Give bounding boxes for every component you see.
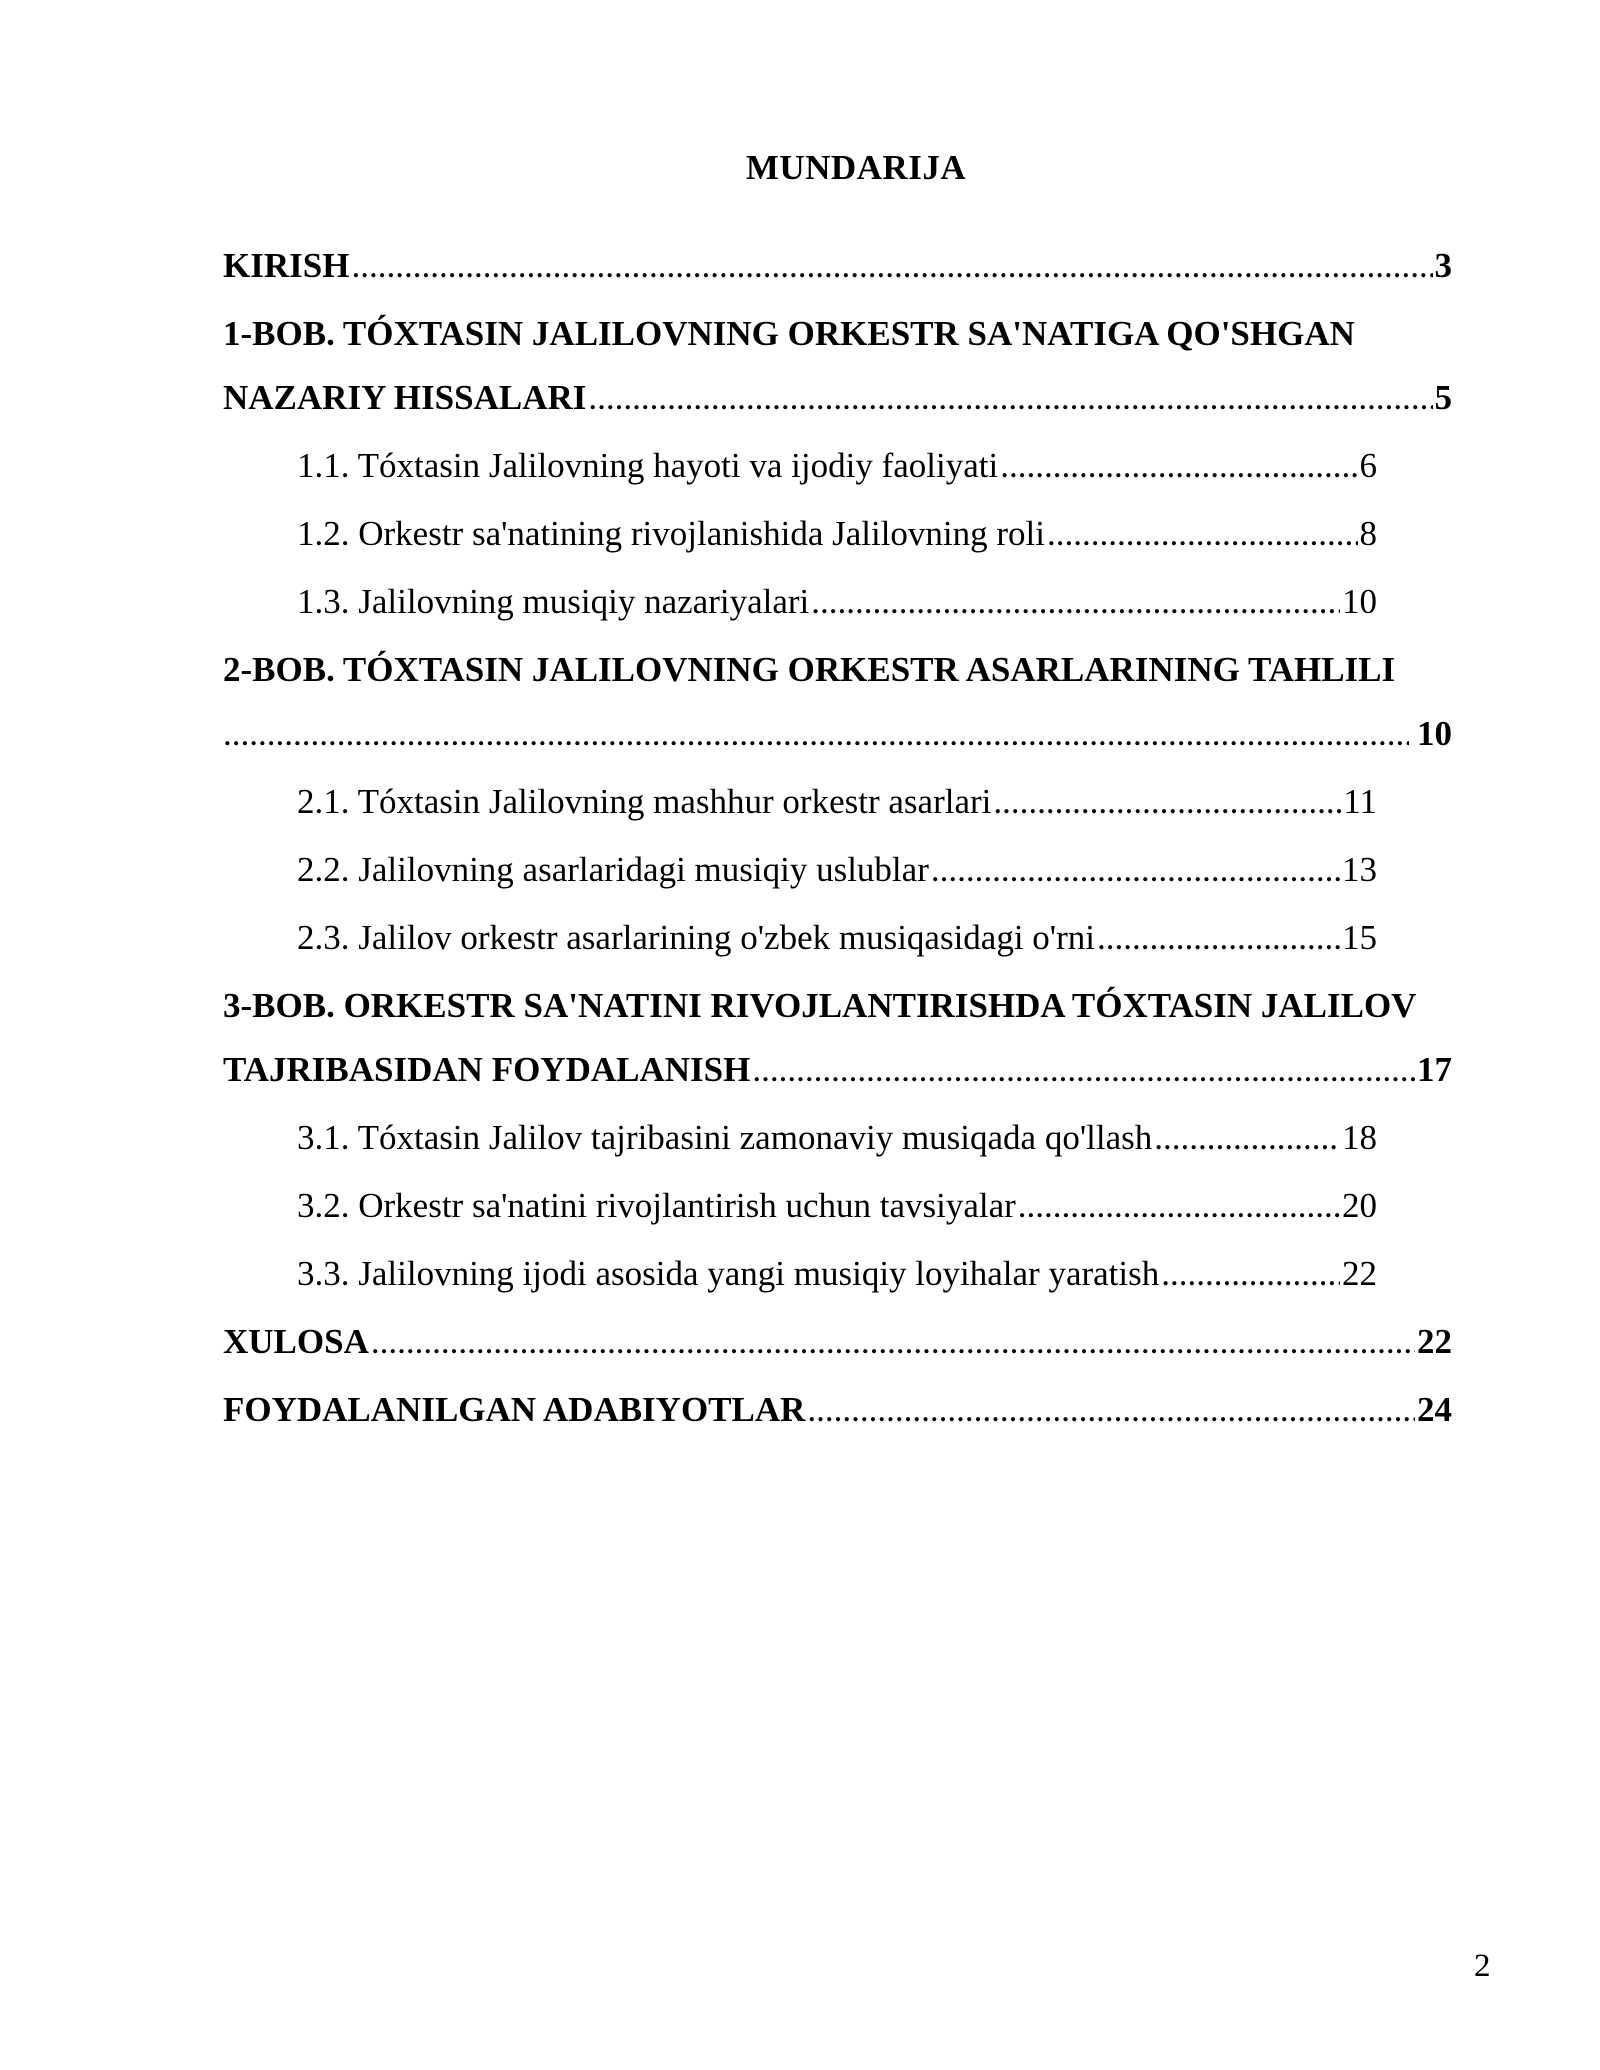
toc-entry-3-2[interactable] [297,1188,1377,1223]
toc-entry-label: FOYDALANILGAN ADABIYOTLAR [223,1390,806,1429]
dot-leader [1161,1256,1340,1291]
toc-entry-page: 10 [1417,714,1452,753]
toc-entry-chapter1[interactable] [223,380,1452,415]
toc-entry-page: 17 [1417,1050,1452,1089]
dot-leader [1018,1188,1340,1223]
toc-entry-page: 18 [1342,1118,1377,1157]
toc-entry-label: XULOSA [223,1322,369,1361]
dot-leader [1154,1120,1340,1155]
toc-entry-chapter1-line1[interactable]: 1-BOB. TÓXTASIN JALILOVNING ORKESTR SA'NATIGA QO'SHGAN [223,314,1355,353]
page-number: 2 [1474,1948,1491,1984]
toc-entry-label: 1.1. Tóxtasin Jalilovning hayoti va ijodiy faoliyati [297,446,999,485]
toc-entry-page: 13 [1342,850,1377,889]
toc-entry-label: NAZARIY HISSALARI [223,378,587,417]
toc-entry-3-1[interactable] [297,1120,1377,1155]
toc-entry-page: 15 [1342,918,1377,957]
dot-leader [588,380,1432,415]
toc-entry-2-1[interactable] [297,784,1377,819]
toc-entry-page: 11 [1343,782,1377,821]
toc-entry-label: 3.2. Orkestr sa'natini rivojlantirish uchun tavsiyalar [297,1186,1016,1225]
toc-entry-page: 22 [1342,1254,1377,1293]
toc-entry-page: 8 [1359,514,1377,553]
toc-entry-2-2[interactable] [297,852,1377,887]
toc-entry-references[interactable] [223,1392,1452,1427]
toc-entry-2-3[interactable] [297,920,1377,955]
toc-entry-label: 2.3. Jalilov orkestr asarlarining o'zbek musiqasidagi o'rni [297,918,1095,957]
toc-entry-kirish[interactable] [223,248,1452,283]
toc-entry-label: 2.1. Tóxtasin Jalilovning mashhur orkestr asarlari [297,782,992,821]
toc-entry-label: TAJRIBASIDAN FOYDALANISH [223,1050,751,1089]
toc-entry-label: 3.3. Jalilovning ijodi asosida yangi musiqiy loyihalar yaratish [297,1254,1160,1293]
toc-entry-page: 5 [1434,378,1452,417]
toc-entry-label: 1.2. Orkestr sa'natining rivojlanishida Jalilovning roli [297,514,1046,553]
dot-leader [752,1052,1415,1087]
toc-entry-1-3[interactable] [297,584,1377,619]
toc-entry-label: 1.3. Jalilovning musiqiy nazariyalari [297,582,810,621]
dot-leader [1047,516,1357,551]
dot-leader [351,248,1432,283]
toc-title: MUNDARIJA [745,148,967,187]
toc-entry-chapter2-line1[interactable]: 2-BOB. TÓXTASIN JALILOVNING ORKESTR ASARLARINING TAHLILI [223,650,1396,689]
toc-entry-label: KIRISH [223,246,350,285]
toc-entry-xulosa[interactable] [223,1324,1452,1359]
toc-entry-chapter3[interactable] [223,1052,1452,1087]
toc-entry-label: 2.2. Jalilovning asarlaridagi musiqiy uslublar [297,850,929,889]
dot-leader [993,784,1341,819]
toc-entry-label: 3.1. Tóxtasin Jalilov tajribasini zamonaviy musiqada qo'llash [297,1118,1153,1157]
dot-leader [931,852,1340,887]
dot-leader [811,584,1340,619]
toc-entry-page: 20 [1342,1186,1377,1225]
toc-entry-page: 22 [1417,1322,1452,1361]
toc-entry-page: 3 [1434,246,1452,285]
dot-leader [1097,920,1340,955]
toc-entry-page: 6 [1359,446,1377,485]
toc-entry-chapter3-line1[interactable]: 3-BOB. ORKESTR SA'NATINI RIVOJLANTIRISHDA TÓXTASIN JALILOV [223,986,1417,1025]
dot-leader [807,1392,1415,1427]
toc-entry-1-2[interactable] [297,516,1377,551]
toc-entry-page: 10 [1342,582,1377,621]
toc-entry-chapter2[interactable] [223,716,1452,751]
toc-entry-page: 24 [1417,1390,1452,1429]
dot-leader [371,1324,1415,1359]
dot-leader [1000,448,1357,483]
toc-entry-3-3[interactable] [297,1256,1377,1291]
toc-entry-1-1[interactable] [297,448,1377,483]
dot-leader [223,716,1409,751]
